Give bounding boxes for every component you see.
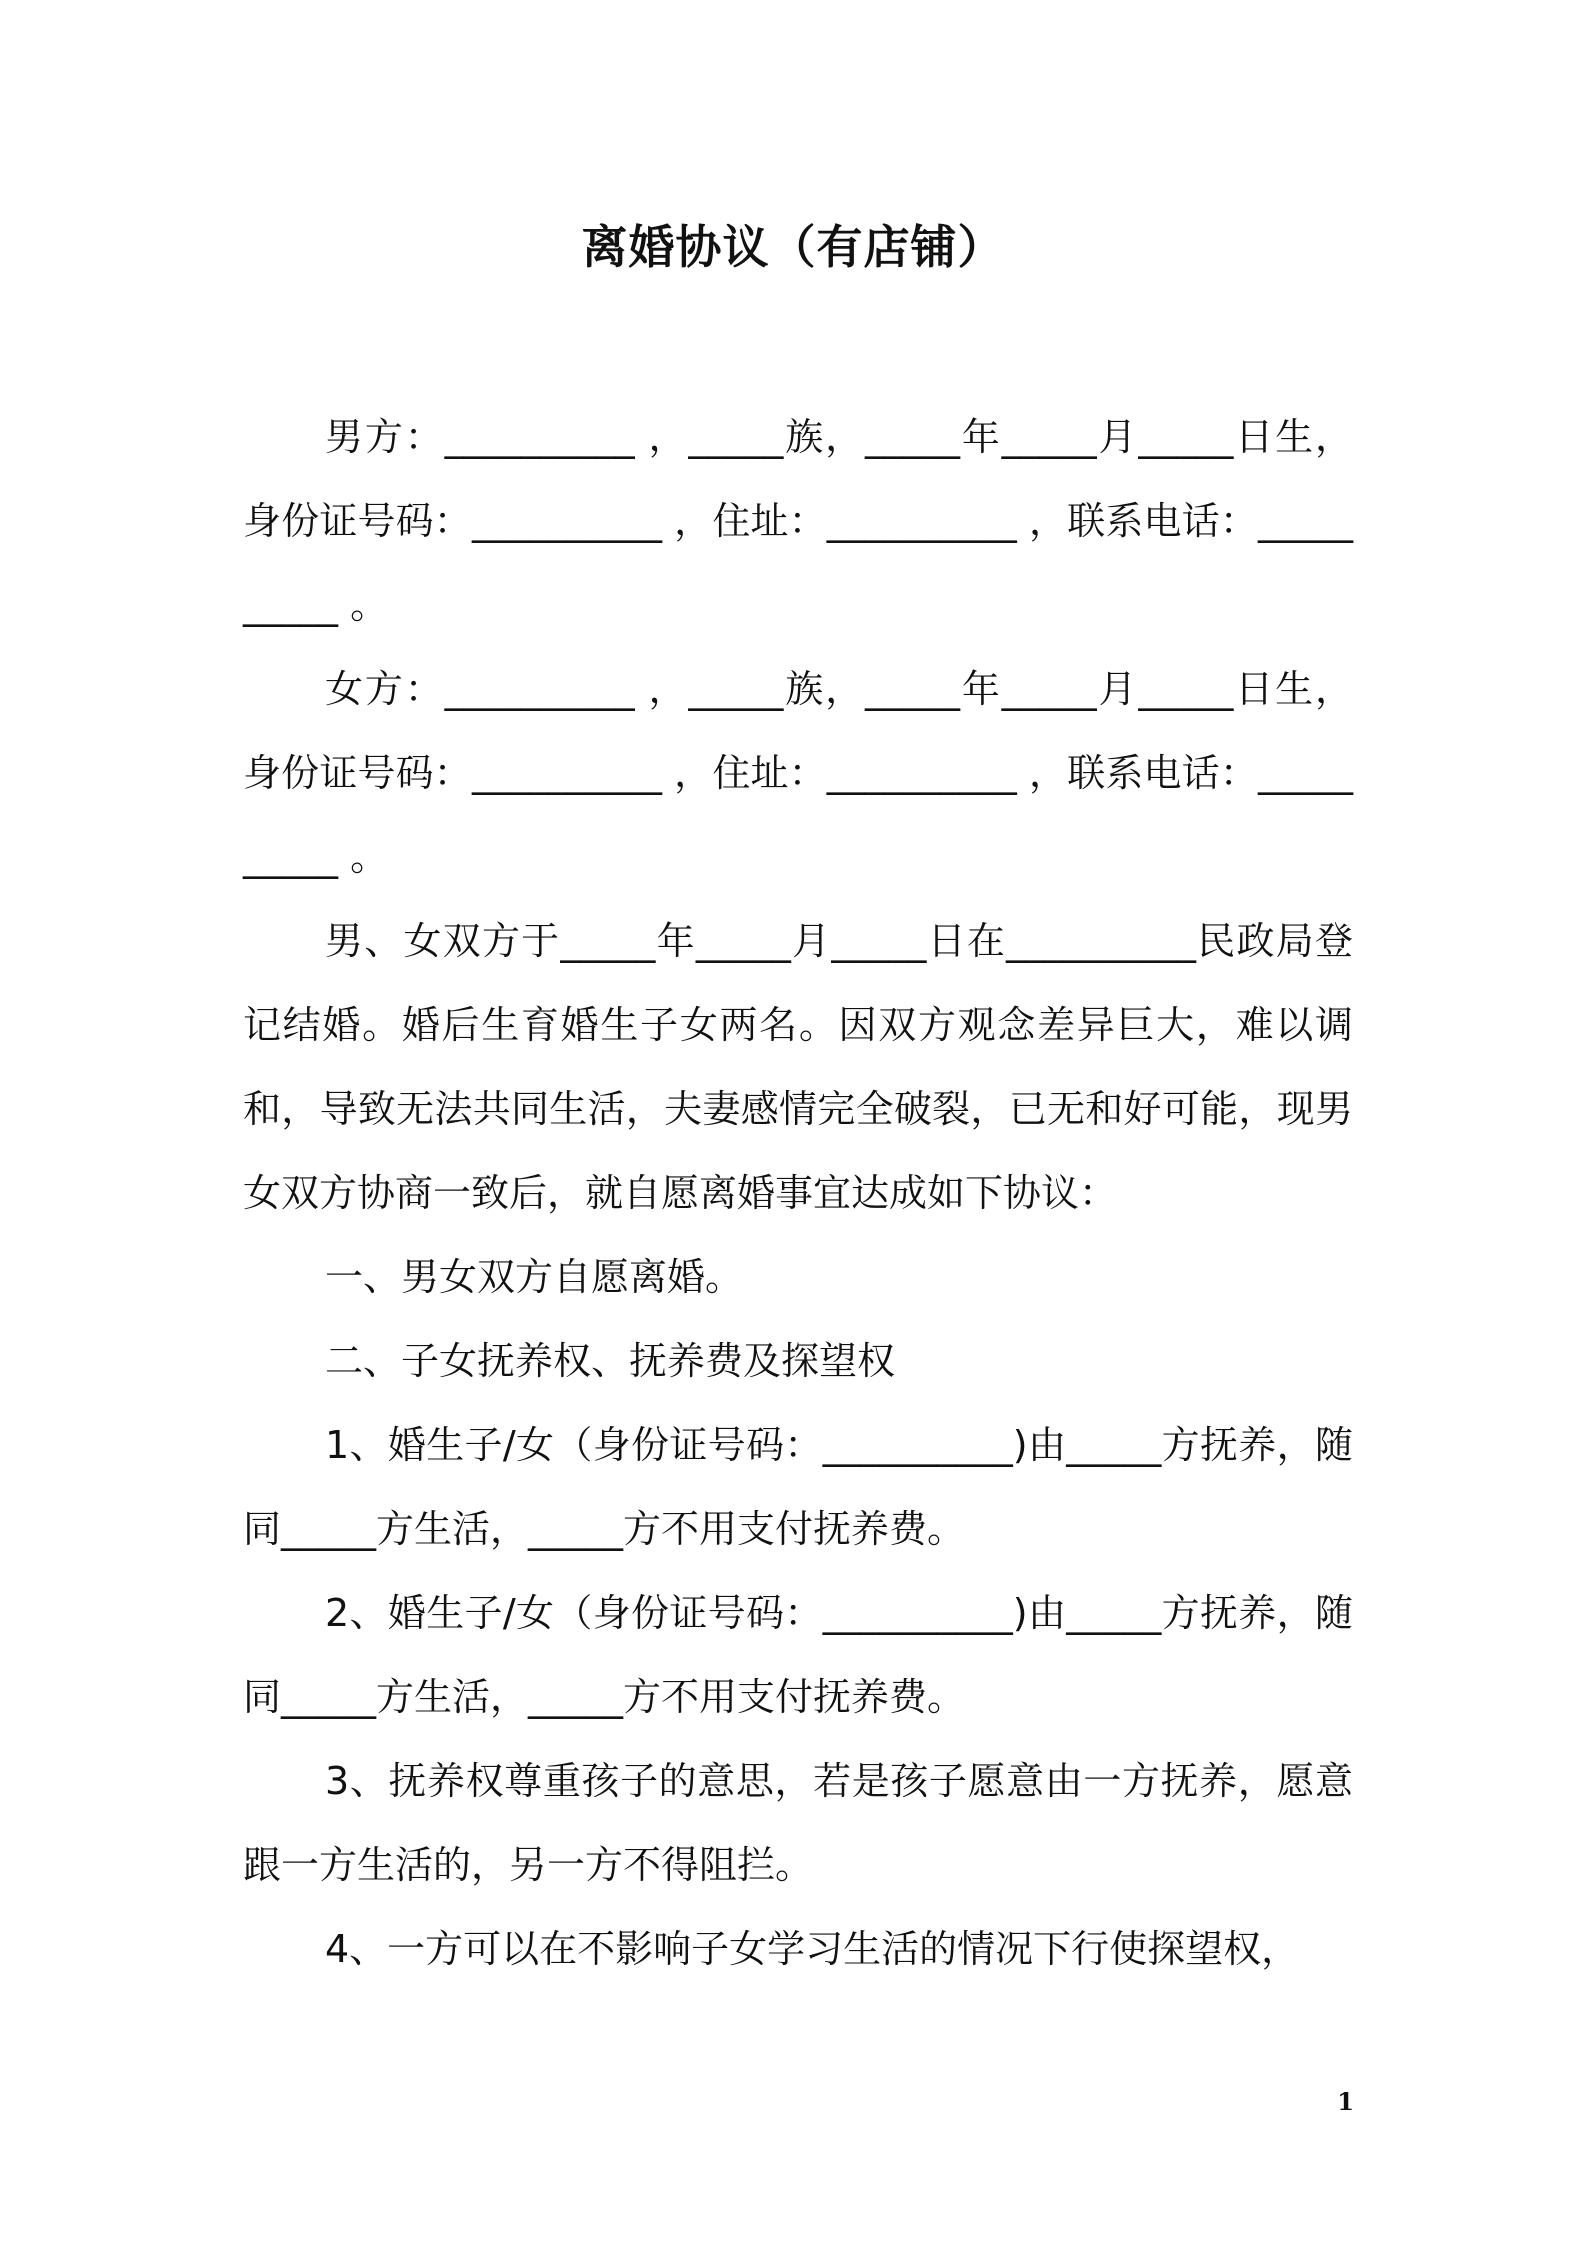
paragraph-clause-2-heading: 二、子女抚养权、抚养费及探望权	[325, 1339, 896, 1383]
paragraph-custody-child-2: 2、婚生子/女（身份证号码：__________)由_____方抚养，随同_____方生活，_____方不用支付抚养费。	[243, 1591, 1353, 1719]
paragraph-custody-child-1: 1、婚生子/女（身份证号码：__________)由_____方抚养，随同_____方生活，_____方不用支付抚养费。	[243, 1423, 1353, 1551]
paragraph-custody-preference: 3、抚养权尊重孩子的意思，若是孩子愿意由一方抚养，愿意跟一方生活的，另一方不得阻拦。	[243, 1759, 1353, 1887]
document-title: 离婚协议（有店铺）	[581, 220, 1005, 274]
paragraph-male-party-info: 男方：__________ ，_____族，_____年_____月_____日生，身份证号码：__________ ，住址：__________ ，联系电话：__________ 。	[243, 415, 1353, 627]
document-body	[243, 395, 1353, 1991]
paragraph-marriage-background: 男、女双方于_____年_____月_____日在__________民政局登记结婚。婚后生育婚生子女两名。因双方观念差异巨大，难以调和，导致无法共同生活，夫妻感情完全破裂，已无和好可能，现男女双方协商一致后，就自愿离婚事宜达成如下协议：	[243, 919, 1353, 1215]
page-number: 1	[1337, 2087, 1354, 2116]
paragraph-clause-1: 一、男女双方自愿离婚。	[325, 1255, 744, 1299]
paragraph-visitation-rights: 4、一方可以在不影响子女学习生活的情况下行使探望权，	[325, 1927, 1300, 1971]
paragraph-female-party-info: 女方：__________ ，_____族，_____年_____月_____日生，身份证号码：__________ ，住址：__________ ，联系电话：__________ 。	[243, 667, 1353, 879]
